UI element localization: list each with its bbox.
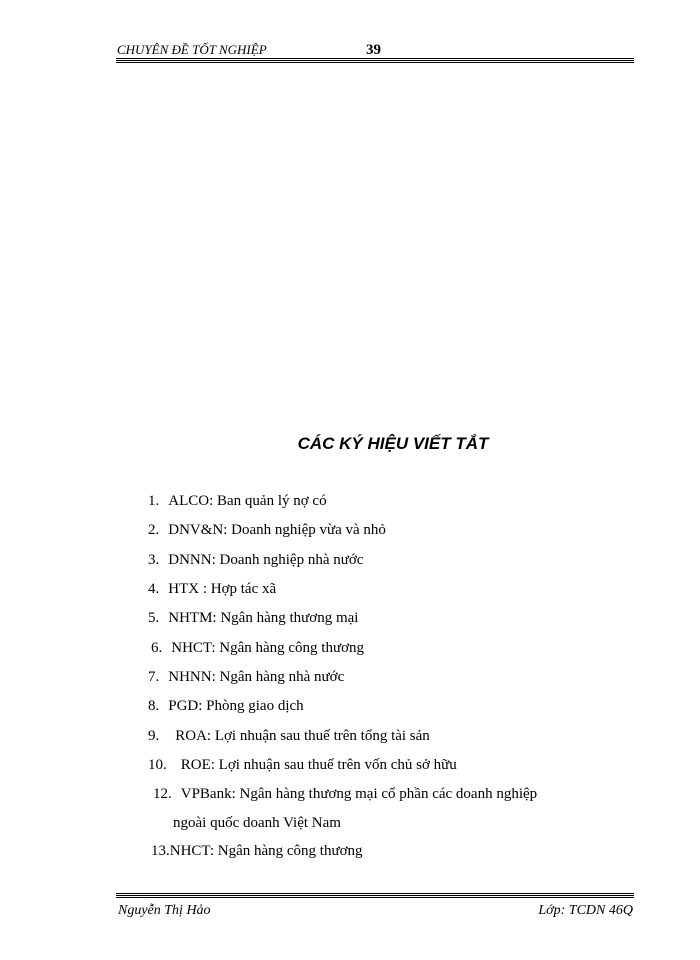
list-item: 10. ROE: Lợi nhuận sau thuế trên vốn chủ sở hữu	[148, 757, 457, 773]
list-item: 8. PGD: Phòng giao dịch	[148, 698, 304, 714]
list-item: 4. HTX : Hợp tác xã	[148, 581, 277, 597]
page-number: 39	[366, 42, 381, 58]
list-item: 9. ROA: Lợi nhuận sau thuế trên tổng tài sản	[148, 728, 430, 744]
list-item: 1. ALCO: Ban quản lý nợ có	[148, 493, 327, 509]
list-item: 6. NHCT: Ngân hàng công thương	[151, 640, 365, 656]
list-item: 3. DNNN: Doanh nghiệp nhà nước	[148, 552, 364, 568]
list-item: 5. NHTM: Ngân hàng thương mại	[148, 610, 359, 626]
header-title: CHUYÊN ĐỀ TỐT NGHIỆP	[117, 42, 267, 57]
footer-rule	[116, 893, 634, 899]
class-label: Lớp: TCDN 46Q	[538, 903, 633, 918]
list-item: 2. DNV&N: Doanh nghiệp vừa và nhỏ	[148, 522, 386, 538]
section-title: CÁC KÝ HIỆU VIẾT TẮT	[297, 434, 489, 453]
list-item-continuation: ngoài quốc doanh Việt Nam	[173, 815, 341, 831]
list-item: 12. VPBank: Ngân hàng thương mại cổ phần các doanh nghiệp	[153, 786, 538, 802]
list-item: 13.NHCT: Ngân hàng công thương	[151, 843, 363, 859]
author-name: Nguyễn Thị Hảo	[118, 903, 211, 918]
list-item: 7. NHNN: Ngân hàng nhà nước	[148, 669, 345, 685]
header-rule	[116, 58, 634, 64]
